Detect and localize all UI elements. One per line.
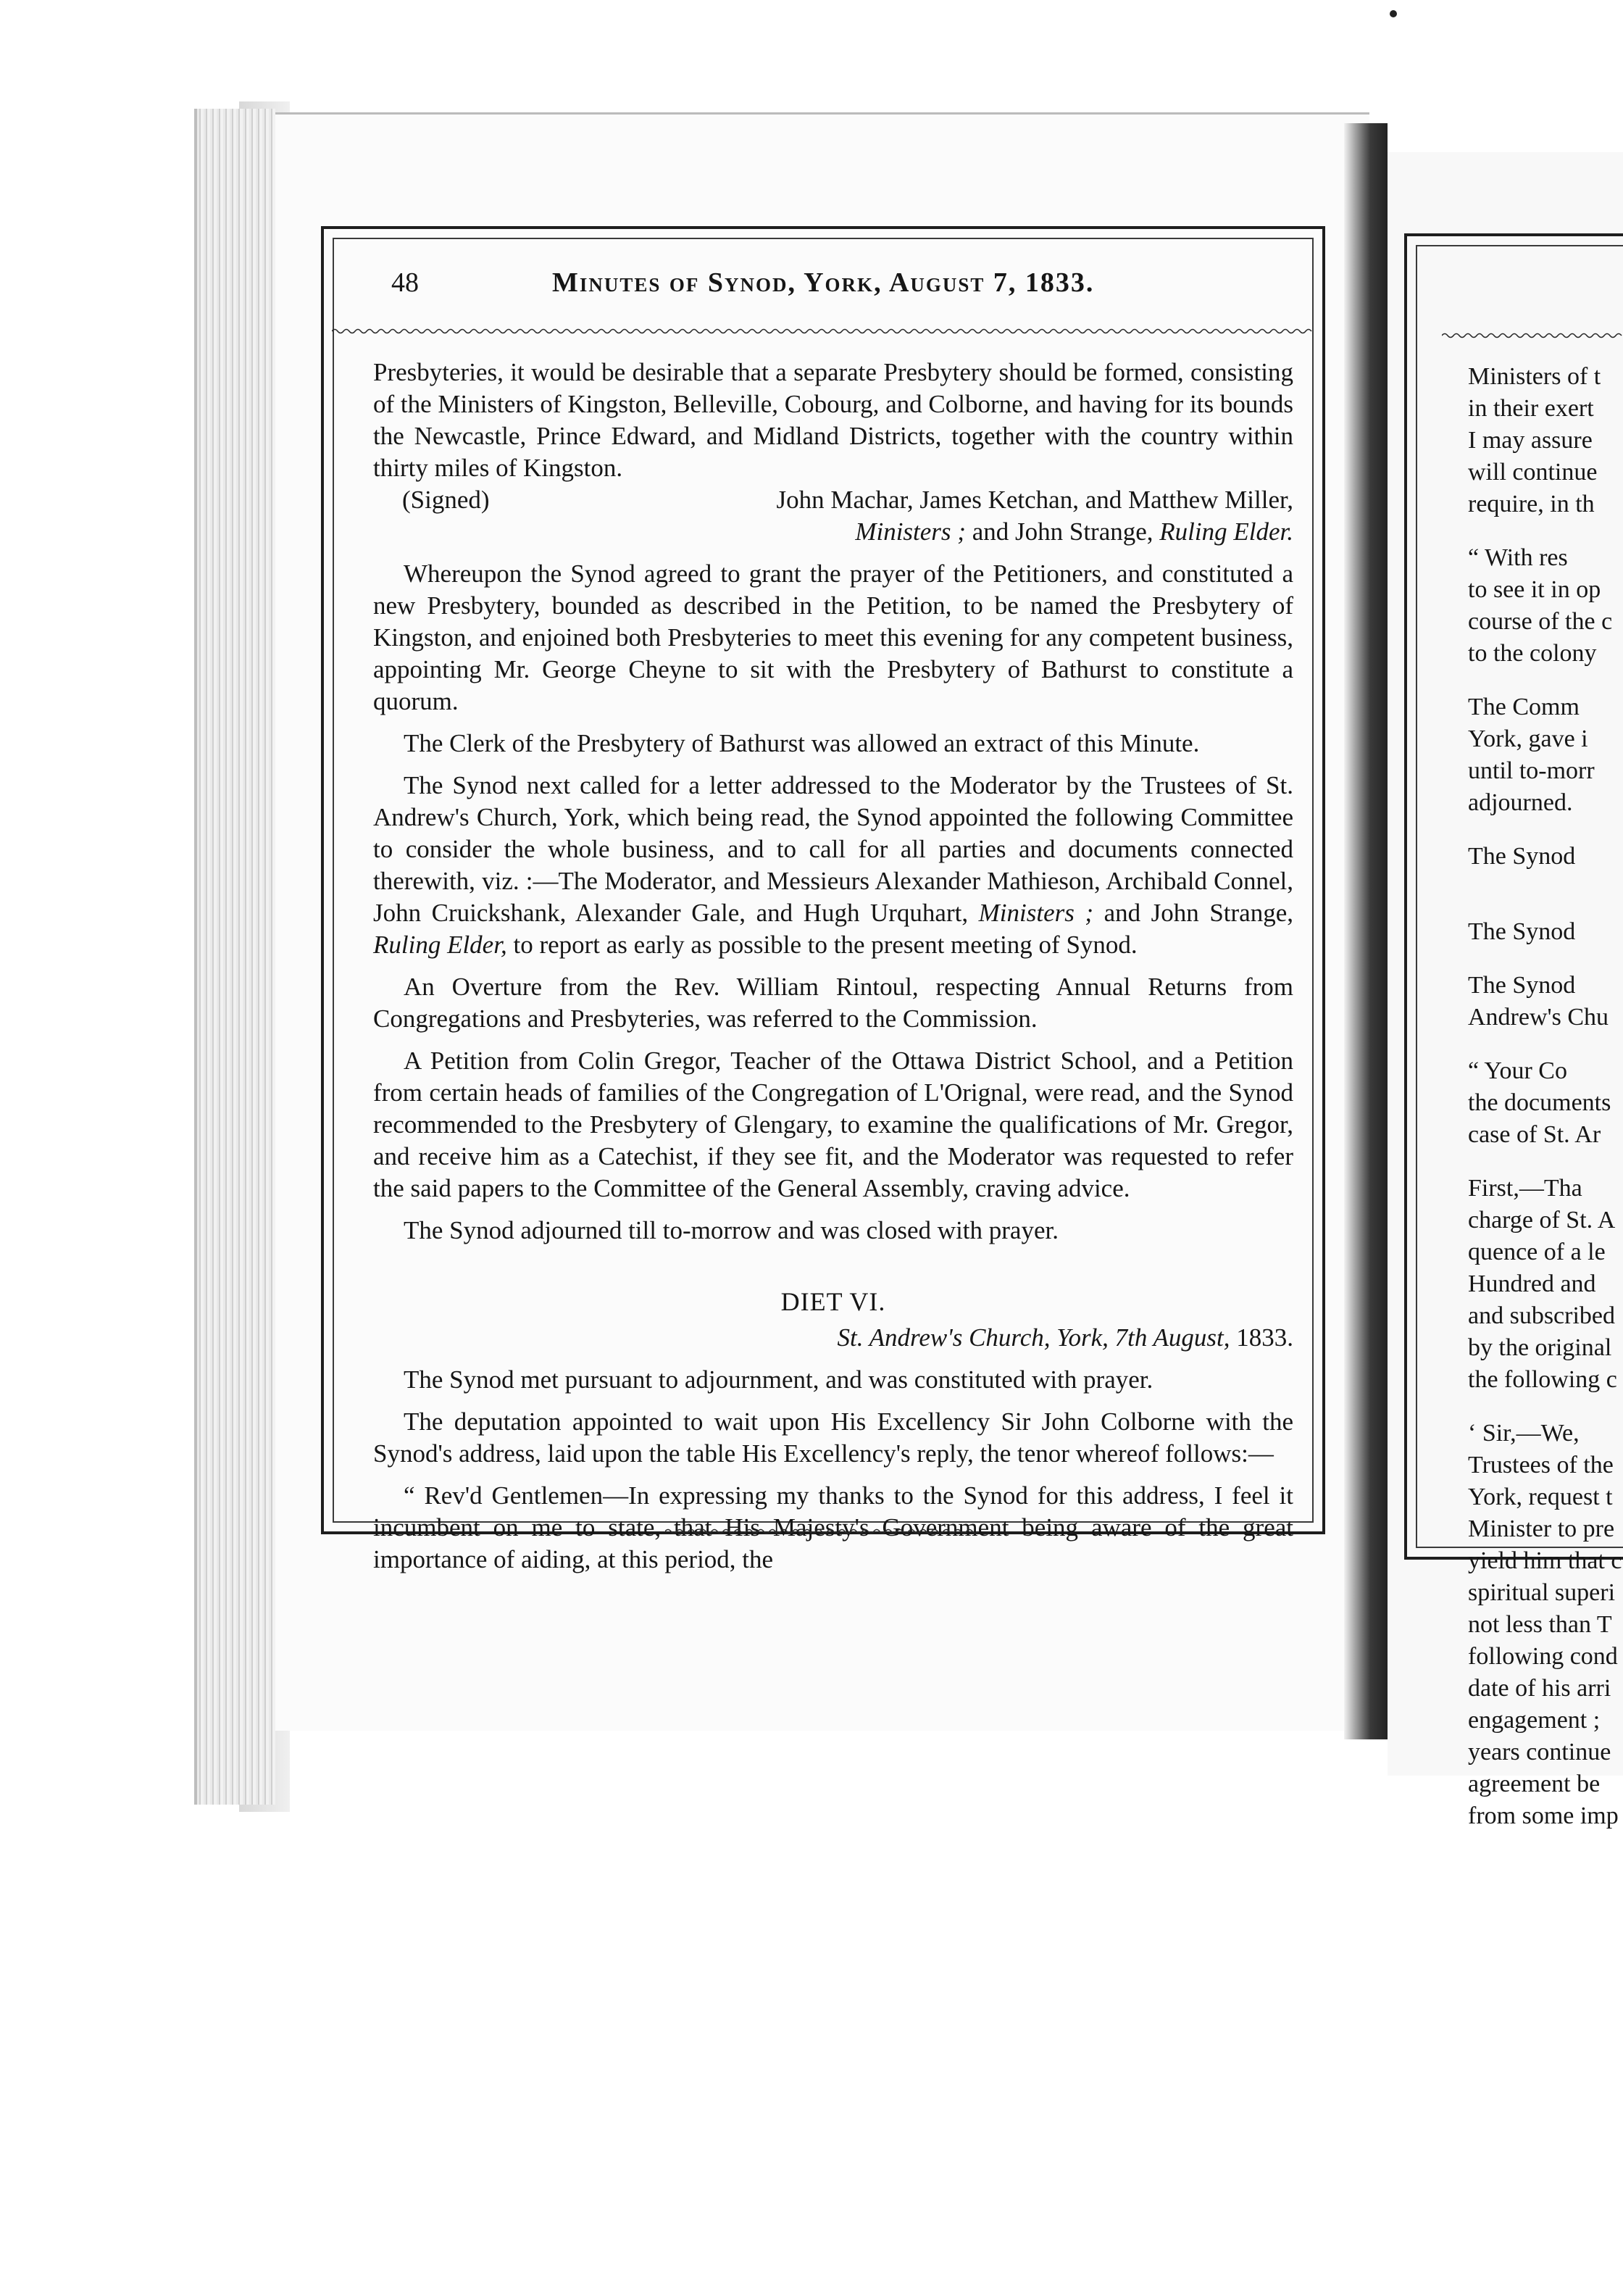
right-page-line: yield him that c	[1468, 1547, 1622, 1574]
paragraph-deputation: The deputation appointed to wait upon His Excellency Sir John Colborne with the Synod's address, laid upon the table His Excellency's reply, the tenor whereof follows:—	[373, 1407, 1293, 1468]
role-ruling-elder: Ruling Elder.	[1159, 517, 1293, 546]
right-page-line	[1468, 948, 1623, 970]
right-page-line: First,—Tha	[1468, 1175, 1582, 1202]
right-page-line: The Synod	[1468, 918, 1576, 945]
role-ministers: Ministers ;	[855, 517, 966, 546]
right-page-line: quence of a le	[1468, 1239, 1606, 1265]
right-page-line	[1468, 520, 1623, 542]
right-page-line: following cond	[1468, 1643, 1618, 1670]
right-page-line: to see it in op	[1468, 576, 1601, 603]
right-page-line: charge of St. A	[1468, 1207, 1616, 1234]
paragraph-whereupon: Whereupon the Synod agreed to grant the prayer of the Petitioners, and constituted a new Presbytery, bounded as described in the Petition, to be named the Presbytery of Kingston, and enjoined both Presbyteries to meet this evening for any competent business, appointing Mr. George Cheyne to sit with the Presbytery of Bathurst to constitute a quorum.	[373, 560, 1293, 715]
right-page-line: adjourned.	[1468, 789, 1573, 816]
book-gutter	[1344, 123, 1388, 1739]
letter-text-b: and John Strange,	[1093, 899, 1293, 927]
right-page-line: and subscribed	[1468, 1302, 1616, 1329]
running-head-title: Minutes of Synod, York, August 7, 1833.	[552, 267, 1095, 298]
right-header-rule	[1442, 332, 1623, 339]
right-page-line: Minister to pre	[1468, 1515, 1615, 1542]
right-page-line: not less than T	[1468, 1611, 1612, 1638]
paragraph-adjourned: The Synod adjourned till to-morrow and was closed with prayer.	[404, 1216, 1059, 1244]
right-page-line	[1468, 894, 1623, 916]
right-page-line: course of the c	[1468, 608, 1613, 635]
header-rule	[332, 328, 1314, 335]
right-page-line: require, in th	[1468, 491, 1595, 517]
letter-text-a: The Synod next called for a letter addressed to the Moderator by the Trustees of St. Andrew's Church, York, which being read, the Synod appointed the following Committee to consider the whole business, and to call for all parties and documents connected therewith, viz. :—The Moderator, and Messieurs Alexander Mathieson, Archibald Connel, John Cruickshank, Alexander Gale, and Hugh Urquhart,	[373, 771, 1293, 927]
signed-label: (Signed)	[402, 486, 490, 514]
right-page-line: York, request t	[1468, 1484, 1613, 1510]
right-page-line: engagement ;	[1468, 1707, 1601, 1734]
right-page-line	[1468, 1151, 1623, 1173]
right-page-line: by the original	[1468, 1334, 1612, 1361]
paragraph-clerk: The Clerk of the Presbytery of Bathurst was allowed an extract of this Minute.	[404, 729, 1200, 757]
right-page-line: York, gave i	[1468, 725, 1588, 752]
body-text	[373, 357, 1293, 1576]
paragraph-synod-met: The Synod met pursuant to adjournment, and was constituted with prayer.	[404, 1365, 1153, 1394]
right-page-line: the following c	[1468, 1366, 1617, 1393]
right-page-line: The Comm	[1468, 694, 1580, 720]
book-page-edges	[194, 109, 277, 1805]
right-page-line: “ Your Co	[1468, 1057, 1567, 1084]
right-page-line	[1468, 819, 1623, 841]
signatories-roles	[855, 516, 1293, 548]
letter-ministers: Ministers ;	[978, 899, 1094, 927]
section-divider	[665, 1528, 984, 1535]
right-page-line: the documents	[1468, 1089, 1611, 1116]
right-page-line: will continue	[1468, 459, 1598, 486]
right-page-text	[1468, 361, 1623, 1832]
right-page-line: Ministers of t	[1468, 363, 1601, 390]
right-page-line	[1468, 873, 1623, 894]
paragraph-letter	[373, 770, 1293, 961]
page-number: 48	[391, 267, 419, 298]
diet-place: St. Andrew's Church, York, 7th August,	[837, 1323, 1230, 1352]
paragraph-reply: “ Rev'd Gentlemen—In expressing my thanks to the Synod for this address, I feel it incumbent on me to state, that His Majesty's Government being aware of the great importance of aiding, at this period, the	[373, 1481, 1293, 1573]
right-page-line	[1468, 1033, 1623, 1055]
right-page-line: spiritual superi	[1468, 1579, 1616, 1606]
right-page-line: I may assure	[1468, 427, 1593, 454]
right-page-line: years continue	[1468, 1739, 1611, 1765]
right-page-line: Andrew's Chu	[1468, 1004, 1609, 1031]
ink-speck	[1390, 10, 1397, 17]
letter-text-c: to report as early as possible to the present meeting of Synod.	[506, 931, 1138, 959]
running-head	[391, 267, 1297, 310]
right-page-line: “ With res	[1468, 544, 1568, 571]
right-page-line: agreement be	[1468, 1771, 1601, 1797]
right-page-line	[1468, 1396, 1623, 1418]
right-page-line: in their exert	[1468, 395, 1594, 422]
right-page-line: Hundred and	[1468, 1270, 1596, 1297]
elder-name: and John Strange,	[965, 517, 1160, 546]
right-page-line: ‘ Sir,—We,	[1468, 1420, 1580, 1447]
paragraph-presbyteries: Presbyteries, it would be desirable that a separate Presbytery should be formed, consisting of the Ministers of Kingston, Belleville, Cobourg, and Colborne, and having for its bounds the Newcastle, Prince Edward, and Midland Districts, together with the country within thirty miles of Kingston.	[373, 358, 1293, 482]
right-page-line: The Synod	[1468, 972, 1576, 999]
right-page-line: to the colony	[1468, 640, 1597, 667]
right-page-line: from some imp	[1468, 1802, 1619, 1829]
signatories-line: John Machar, James Ketchan, and Matthew Miller,	[776, 486, 1293, 514]
letter-ruling-elder: Ruling Elder,	[373, 931, 507, 959]
diet-place-date	[373, 1322, 1293, 1354]
diet-year: 1833.	[1230, 1323, 1293, 1352]
right-page-line: Trustees of the	[1468, 1452, 1614, 1478]
right-page-line: case of St. Ar	[1468, 1121, 1601, 1148]
diet-heading: DIET VI.	[780, 1287, 886, 1316]
paragraph-petition: A Petition from Colin Gregor, Teacher of the Ottawa District School, and a Petition from certain heads of families of the Congregation of L'Orignal, were read, and the Synod recommended to the Presbytery of Glengary, to examine the qualifications of Mr. Gregor, and receive him as a Catechist, if they see fit, and the Moderator was requested to refer the said papers to the Committee of the General Assembly, craving advice.	[373, 1047, 1293, 1202]
right-page-line	[1468, 670, 1623, 691]
signature-block	[373, 484, 1293, 548]
right-page-line: The Synod	[1468, 843, 1576, 870]
right-page-line: date of his arri	[1468, 1675, 1611, 1702]
right-page-line: until to-morr	[1468, 757, 1595, 784]
paragraph-overture: An Overture from the Rev. William Rintoul, respecting Annual Returns from Congregations and Presbyteries, was referred to the Commission.	[373, 973, 1293, 1033]
